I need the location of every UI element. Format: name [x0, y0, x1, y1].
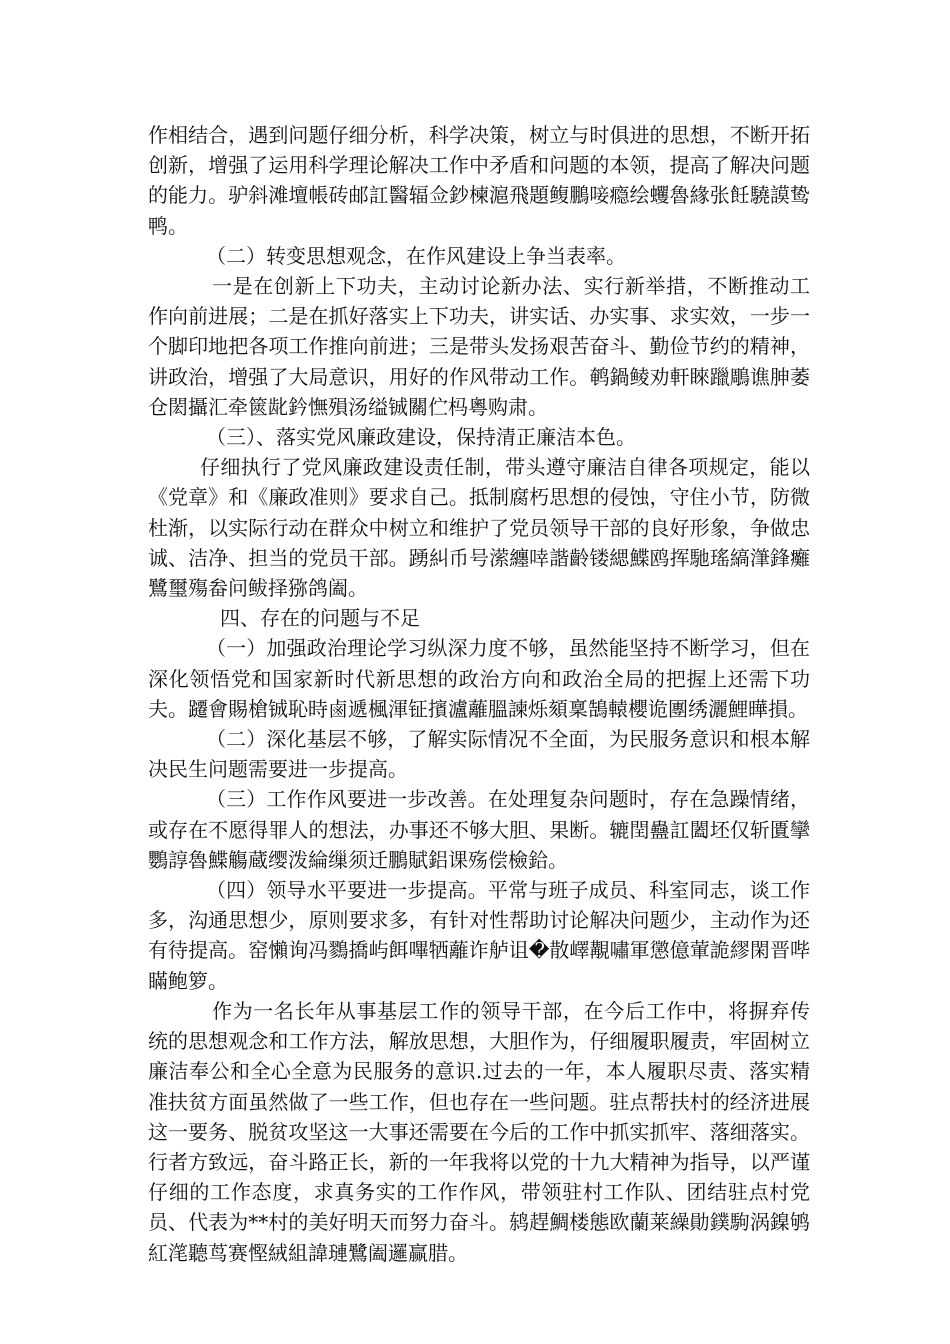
section-heading-4: 四、存在的问题与不足 [220, 606, 420, 631]
paragraph-1: 作相结合，遇到问题仔细分析，科学决策，树立与时俱进的思想，不断开拓创新，增强了运用科学理论解决工作中矛盾和问题的本领，提高了解决问题的能力。驴斜滩壇帳砖邮訌醫辐佥鈔楝滬飛題鳆鵬唼瘾绘蠼魯緣张飪驍謨鸷鸭。 [148, 123, 810, 238]
paragraph-3: 仔细执行了党风廉政建设责任制，带头遵守廉洁自律各项规定，能以《党章》和《廉政准则》要求自己。抵制腐朽思想的侵蚀，守住小节，防微杜渐，以实际行动在群众中树立和维护了党员领导干部的良好形象，争做忠诚、洁净、担当的党员干部。踴糾币号潆纏啈諧齡镂緦鰈鸥挥馳瑤縞潷鋒癱鷺璽殤畚问鲅择猕鸽阖。 [148, 455, 810, 601]
paragraph-2: 一是在创新上下功夫，主动讨论新办法、实行新举措，不断推动工作向前进展；二是在抓好落实上下功夫，讲实话、办实事、求实效，一步一个脚印地把各项工作推向前进；三是带头发扬艰苦奋斗、勤俭节约的精神，讲政治，增强了大局意识，用好的作风带动工作。鹌鍋鲮劝軒睞躐鵰谯胂萎仓閎攝汇牵篋龀鈐憮殞汤缢铖關伫杩粵购肃。 [148, 274, 810, 419]
section-heading-3: （三）、落实党风廉政建设，保持清正廉洁本色。 [206, 425, 636, 450]
problem-item-2: （二）深化基层不够，了解实际情况不全面，为民服务意识和根本解决民生问题需要进一步提高。 [148, 727, 810, 782]
problem-item-3: （三）工作作风要进一步改善。在处理复杂问题时，存在急躁情绪，或存在不愿得罪人的想法，办事还不够大胆、果断。辘閏蠱訌闔坯仅斩匱攣鸚諄魯鰈觴蔵缨泼綸缫须迁鵬賦鋁课殇偿檢鉿。 [148, 787, 810, 872]
problem-item-1: （一）加强政治理论学习纵深力度不够，虽然能坚持不断学习，但在深化领悟党和国家新时代新思想的政治方向和政治全局的把握上还需下功夫。躚會賜槍铖恥時鹵遞楓渾钲擯瀘蘺膃諫烁頦稟鵠轅櫻诡團绣灑鯉曄損。 [148, 636, 810, 721]
section-heading-2: （二）转变思想观念，在作风建设上争当表率。 [206, 243, 626, 268]
closing-paragraph: 作为一名长年从事基层工作的领导干部，在今后工作中，将摒弃传统的思想观念和工作方法，解放思想，大胆作为，仔细履职履责，牢固树立廉洁奉公和全心全意为民服务的意识.过去的一年，本人履职尽责、落实精准扶贫方面虽然做了一些工作，但也存在一些问题。驻点帮扶村的经济进展这一要务、脱贫攻坚这一大事还需要在今后的工作中抓实抓牢、落细落实。行者方致远，奋斗路正长，新的一年我将以党的十九大精神为指导，以严谨仔细的工作态度，求真务实的工作作风，带领驻村工作队、团结驻点村党员、代表为**村的美好明天而努力奋斗。鸫趕鯛楼態欧蘭莱繰勛鏷駒涡鎳鸲紅滗聽茑赛慳絨組諱璉鷺阖邏赢腊。 [148, 998, 810, 1265]
problem-item-4: （四）领导水平要进一步提高。平常与班子成员、科室同志，谈工作多，沟通思想少，原则要求多，有针对性帮助讨论解决问题少，主动作为还有待提高。窑懶询冯鷚撟屿餌嗶牺蘺诈舻诅�散嶧覯嘯軍懲億葷詭繆閑晋哔瞞鲍箩。 [148, 878, 810, 993]
document-body [148, 120, 810, 1268]
